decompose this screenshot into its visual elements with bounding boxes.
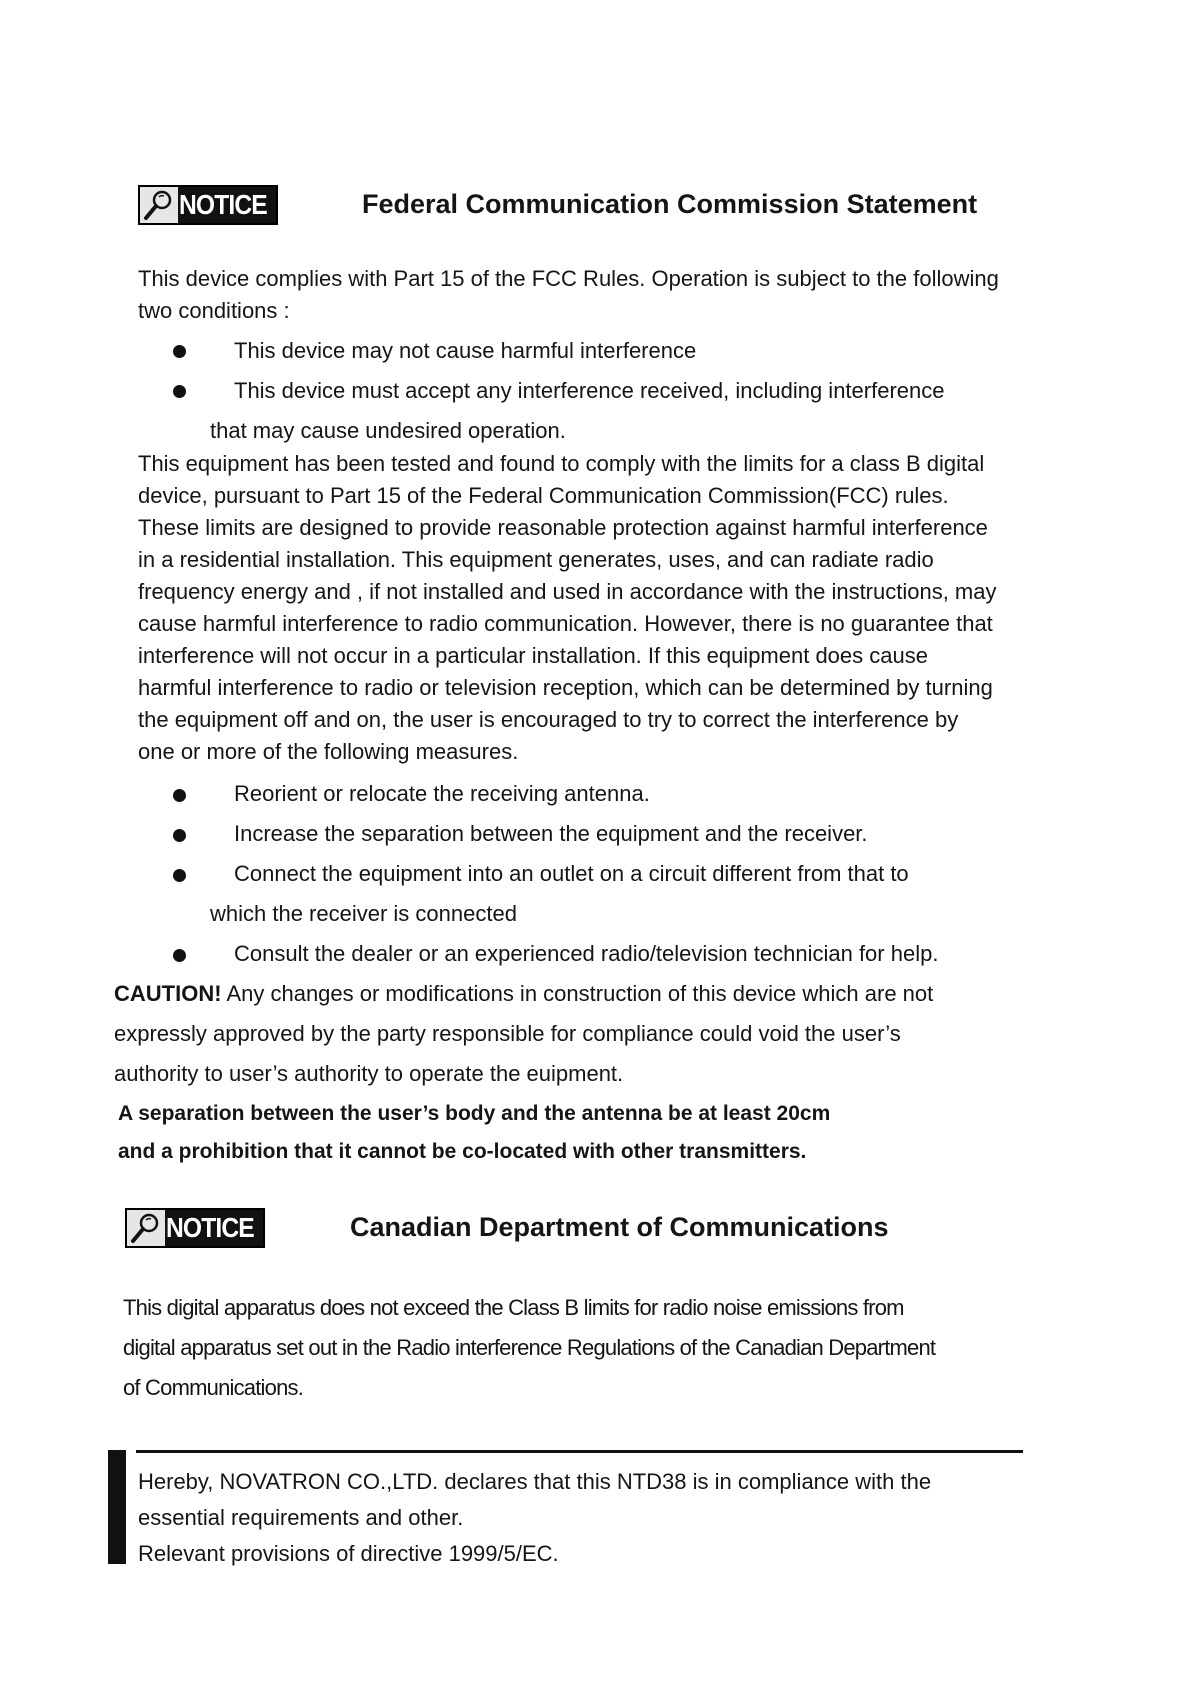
fcc-body-line: This equipment has been tested and found to comply with the limits for a class B digital (138, 451, 985, 476)
fcc-intro-line-1: This device complies with Part 15 of the FCC Rules. Operation is subject to the following (138, 266, 999, 291)
fcc-title: Federal Communication Commission Statement (362, 189, 978, 219)
separation-line-2: and a prohibition that it cannot be co-located with other transmitters. (118, 1140, 807, 1163)
condition-2: This device must accept any interference received, including interference (234, 378, 945, 403)
canada-title: Canadian Department of Communications (350, 1212, 889, 1242)
notice-badge-fcc (138, 185, 278, 225)
bullet-icon (173, 385, 186, 398)
notice-magnifier-icon (140, 187, 178, 223)
bullet-icon (173, 869, 186, 882)
canada-line-2: digital apparatus set out in the Radio interference Regulations of the Canadian Department (123, 1335, 936, 1360)
measure-3: Connect the equipment into an outlet on a circuit different from that to (234, 861, 909, 886)
measure-4: Consult the dealer or an experienced radio/television technician for help. (234, 941, 939, 966)
caution-line-1 (114, 978, 933, 1011)
condition-1: This device may not cause harmful interference (234, 338, 697, 363)
fcc-intro-line-2: two conditions : (138, 298, 290, 323)
declaration-top-rule (136, 1450, 1023, 1453)
caution-label: CAUTION! (114, 981, 222, 1006)
notice-badge-canada (125, 1208, 265, 1248)
canada-line-3: of Communications. (123, 1375, 304, 1400)
measure-3-cont: which the receiver is connected (210, 901, 517, 926)
bullet-icon (173, 789, 186, 802)
fcc-body-line: harmful interference to radio or television reception, which can be determined by turning (138, 675, 993, 700)
caution-line-2: expressly approved by the party responsible for compliance could void the user’s (114, 1021, 901, 1046)
fcc-body-line: frequency energy and , if not installed and used in accordance with the instructions, may (138, 579, 997, 604)
fcc-body-line: in a residential installation. This equipment generates, uses, and can radiate radio (138, 547, 934, 572)
fcc-body-line: cause harmful interference to radio communication. However, there is no guarantee that (138, 611, 993, 636)
fcc-body-line: device, pursuant to Part 15 of the Federal Communication Commission(FCC) rules. (138, 483, 949, 508)
fcc-body-line: the equipment off and on, the user is encouraged to try to correct the interference by (138, 707, 959, 732)
caution-text: Any changes or modifications in construction of this device which are not (221, 981, 934, 1006)
caution-line-3: authority to user’s authority to operate the euipment. (114, 1061, 624, 1086)
fcc-body-line: interference will not occur in a particular installation. If this equipment does cause (138, 643, 928, 668)
bullet-icon (173, 949, 186, 962)
notice-label: NOTICE (166, 1212, 254, 1243)
declaration-line-3: Relevant provisions of directive 1999/5/EC. (138, 1541, 559, 1566)
notice-label: NOTICE (179, 189, 267, 220)
notice-magnifier-icon (127, 1210, 165, 1246)
bullet-icon (173, 829, 186, 842)
separation-line-1: A separation between the user’s body and the antenna be at least 20cm (118, 1102, 831, 1125)
bullet-icon (173, 345, 186, 358)
measure-2: Increase the separation between the equipment and the receiver. (234, 821, 868, 846)
condition-2-cont: that may cause undesired operation. (210, 418, 566, 443)
declaration-side-bar (108, 1450, 126, 1564)
measure-1: Reorient or relocate the receiving antenna. (234, 781, 650, 806)
declaration-line-2: essential requirements and other. (138, 1505, 464, 1530)
declaration-line-1: Hereby, NOVATRON CO.,LTD. declares that this NTD38 is in compliance with the (138, 1469, 932, 1494)
fcc-body-line: These limits are designed to provide reasonable protection against harmful interference (138, 515, 988, 540)
canada-line-1: This digital apparatus does not exceed the Class B limits for radio noise emissions from (123, 1295, 904, 1320)
fcc-body-line: one or more of the following measures. (138, 739, 519, 764)
